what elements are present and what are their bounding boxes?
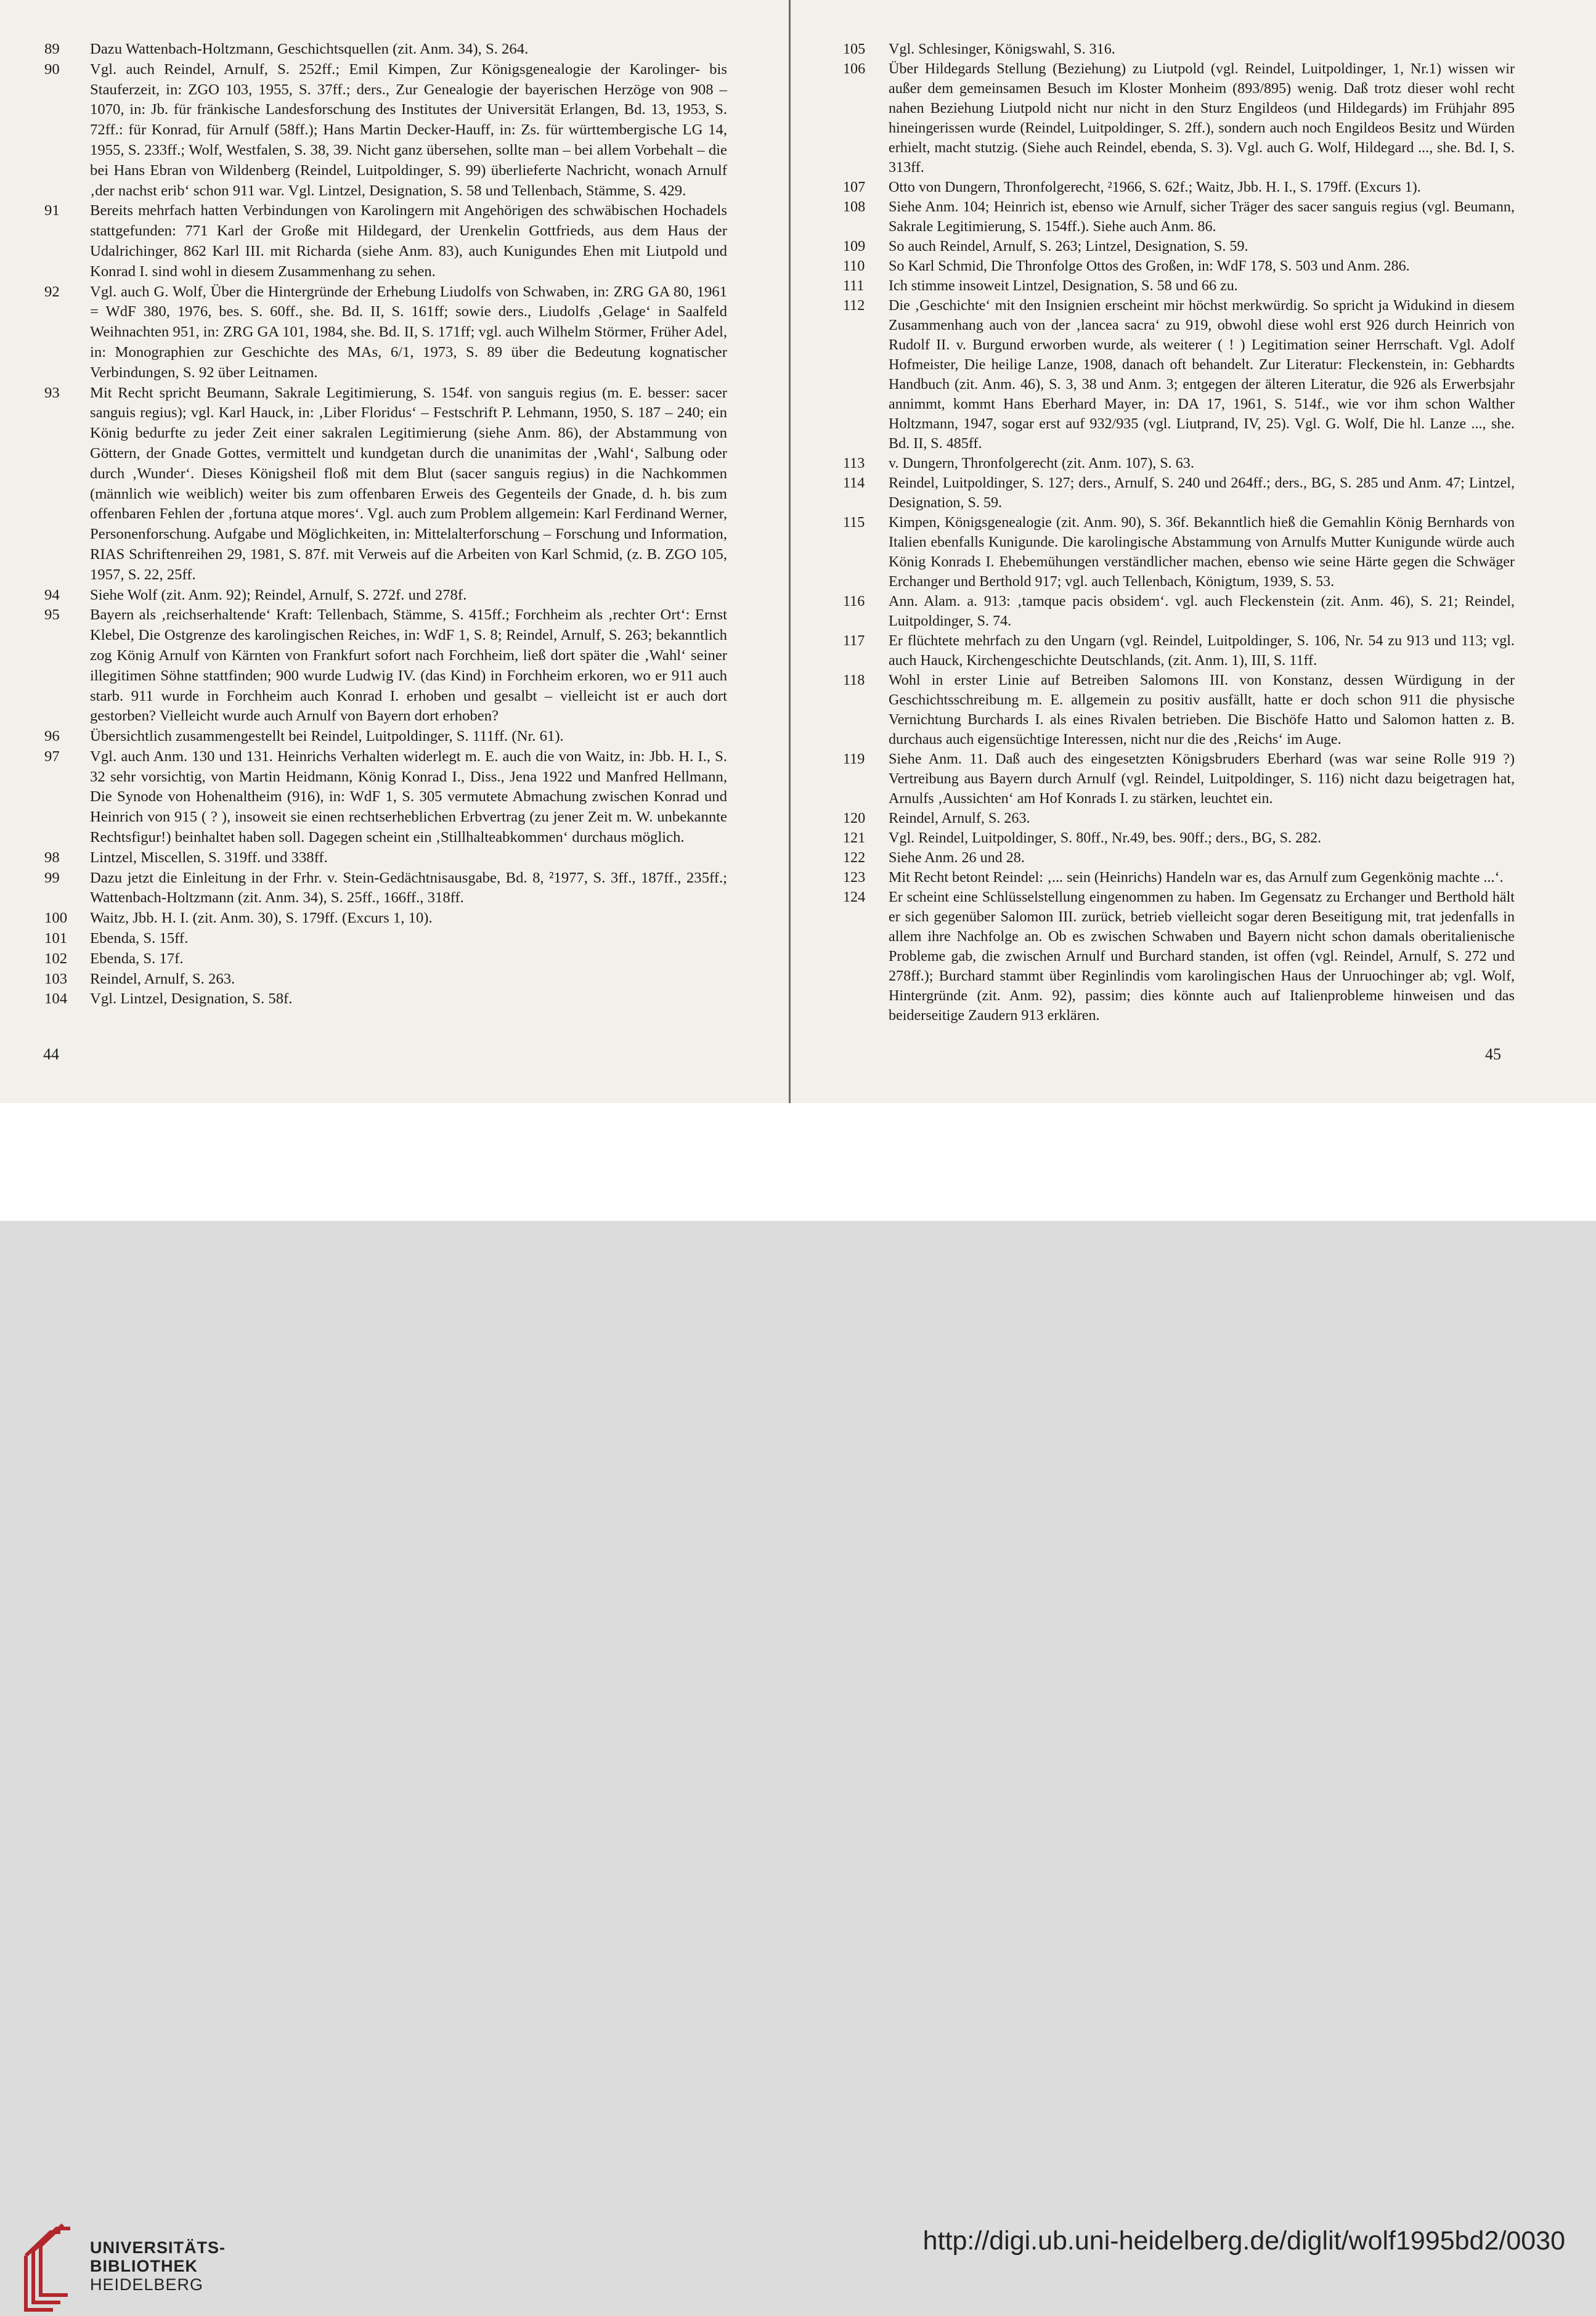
right-page: [837, 39, 1515, 1025]
footnote-list-left: [38, 39, 727, 1009]
footnote-101: [38, 929, 727, 949]
footnote-number: 115: [843, 515, 865, 531]
footnote-number: 93: [44, 384, 60, 401]
footnote-number: 121: [843, 830, 866, 846]
footnote-120: [837, 809, 1515, 828]
footnote-number: 124: [843, 889, 866, 905]
footnote-number: 107: [843, 179, 866, 195]
footnote-115: [837, 513, 1515, 592]
footnote-92: [38, 282, 727, 383]
footnote-number: 111: [843, 278, 865, 294]
footnote-text: Reindel, Arnulf, S. 263.: [889, 810, 1030, 826]
footnote-122: [837, 848, 1515, 868]
footnote-text: Reindel, Luitpoldinger, S. 127; ders., Arnulf, S. 240 und 264ff.; ders., BG, S. 285 und Anm. 47; Lintzel, Designation, S. 59.: [889, 475, 1515, 511]
library-name-line2: BIBLIOTHEK: [90, 2257, 198, 2275]
library-logo-text[interactable]: [90, 2238, 226, 2294]
footnote-number: 103: [44, 970, 68, 987]
footnote-text: Die ‚Geschichte‘ mit den Insignien erscheint mir höchst merkwürdig. So spricht ja Widukind in diesem Zusammenhang auch von der ‚lancea sacra‘ zu 919, obwohl diese wohl erst 926 durch Heinrich von Rudolf II. v. Burgund erworben wurde, als weiterer ( ! ) Legitimation seiner Herrschaft. Vgl. Adolf Hofmeister, Die heilige Lanze, 1908, danach oft behandelt. Zur Literatur: Fleckenstein, in: Gebhardts Handbuch (zit. Anm. 46), S. 3, 38 und Anm. 3; entgegen der älteren Literatur, die 926 als Erwerbsjahr annimmt, kommt Hans Eberhard Mayer, in: DA 17, 1961, S. 514f., wie vor ihm schon Walther Holtzmann, 1947, sogar erst auf 932/935 (vgl. Liutprand, IV, 25). Vgl. G. Wolf, Die hl. Lanze ..., she. Bd. II, S. 485ff.: [889, 298, 1515, 452]
footnote-text: Ebenda, S. 17f.: [90, 950, 184, 967]
footnote-123: [837, 868, 1515, 887]
footnote-text: Dazu jetzt die Einleitung in der Frhr. v. Stein-Gedächtnisausgabe, Bd. 8, ²1977, S. 3ff., 187ff., 235ff.; Wattenbach-Holtzmann (zit. Anm. 34), S. 25ff., 166ff., 318ff.: [90, 869, 727, 907]
footnote-text: Vgl. auch G. Wolf, Über die Hintergründe der Erhebung Liudolfs von Schwaben, in: ZRG GA 80, 1961 = WdF 380, 1976, bes. S. 60ff., she. Bd. II, S. 161ff; sowie ders., Liudolfs ‚Gelage‘ in Saalfeld Weihnachten 951, in: ZRG GA 101, 1984, she. Bd. II, S. 171ff; vgl. auch Wilhelm Störmer, Früher Adel, in: Monographien zur Geschichte des MAs, 6/1, 1973, S. 89 über die Bedeutung kognatischer Verbindungen, S. 92 über Leitnamen.: [90, 283, 727, 381]
footnote-number: 92: [44, 283, 60, 300]
footnote-98: [38, 848, 727, 868]
footnote-94: [38, 585, 727, 606]
book-stack-logo-icon[interactable]: [21, 2224, 83, 2316]
footnote-103: [38, 969, 727, 990]
footnote-number: 102: [44, 950, 68, 967]
footnote-text: Bereits mehrfach hatten Verbindungen von Karolingern mit Angehörigen des schwäbischen Hochadels stattgefunden: 771 Karl der Große mit Hildegard, der Urenkelin Gottfrieds, aus dem Haus der Udalrichinger, 862 Karl III. mit Richarda (siehe Anm. 83), auch Kunigundes Ehen mit Liutpold und Konrad I. sind wohl in diesem Zusammenhang zu sehen.: [90, 202, 727, 280]
footnote-number: 97: [44, 748, 60, 765]
footnote-text: Ebenda, S. 15ff.: [90, 930, 189, 947]
footnote-text: Ich stimme insoweit Lintzel, Designation, S. 58 und 66 zu.: [889, 278, 1238, 294]
footnote-text: Vgl. Schlesinger, Königswahl, S. 316.: [889, 41, 1115, 57]
footnote-number: 106: [843, 61, 866, 77]
footnote-number: 108: [843, 199, 866, 215]
footnote-text: Er scheint eine Schlüsselstellung eingenommen zu haben. Im Gegensatz zu Erchanger und Berthold hält er sich gegenüber Salomon III. zurück, betrieb vielleicht sogar deren Beseitigung mit, trat jedenfalls in allem ihre Nachfolge an. Ob es zwischen Schwaben und Bayern nicht schon damals oberitalienische Probleme gab, die zwischen Arnulf und Burchard standen, ist offen (vgl. Reindel, Arnulf, S. 272 und 278ff.); Burchard stammt über Reginlindis vom karolingischen Haus der Unruochinger ab; vgl. Wolf, Hintergründe (zit. Anm. 92), passim; dies könnte auch auf Italienprobleme hinweisen und das beiderseitige Zaudern 913 erklären.: [889, 889, 1515, 1024]
footnote-106: [837, 59, 1515, 177]
footnote-118: [837, 671, 1515, 749]
footnote-number: 116: [843, 593, 865, 610]
footnote-number: 94: [44, 586, 60, 603]
footnote-number: 96: [44, 728, 60, 745]
footnote-89: [38, 39, 727, 60]
footnote-text: Mit Recht spricht Beumann, Sakrale Legitimierung, S. 154f. von sanguis regius (m. E. besser: sacer sanguis regius); vgl. Karl Hauck, in: ‚Liber Floridus‘ – Festschrift P. Lehmann, 1950, S. 187 – 240; ein König bedurfte zu jeder Zeit einer sakralen Legitimierung (siehe Anm. 86), der Abstammung von Göttern, der Gnade Gottes, vermittelt und kundgetan durch die unanimitas der ‚Wahl‘, Salbung oder durch ‚Wunder‘. Dieses Königsheil floß mit dem Blut (sacer sanguis regius) in die Nachkommen (männlich wie weiblich) weiter bis zum offenbaren Erweis des Gegenteils der Gnade, d. h. bis zum offenbaren Fehlen der ‚fortuna atque mores‘. Vgl. auch zum Problem allgemein: Karl Ferdinand Werner, Personenforschung. Aufgabe und Möglichkeiten, in: Mittelalterforschung – Forschung und Information, RIAS Schriftenreihen 29, 1981, S. 87f. mit Verweis auf die Arbeiten von Karl Schmid, (z. B. ZGO 105, 1957, S. 22, 25ff.: [90, 384, 727, 583]
footnote-111: [837, 276, 1515, 296]
footnote-97: [38, 747, 727, 848]
footnote-text: Mit Recht betont Reindel: ‚... sein (Heinrichs) Handeln war es, das Arnulf zum Gegenkönig machte ...‘.: [889, 870, 1504, 886]
footnote-number: 120: [843, 810, 866, 826]
footnote-91: [38, 201, 727, 282]
footnote-number: 110: [843, 258, 865, 274]
footnote-text: Ann. Alam. a. 913: ‚tamque pacis obsidem‘. vgl. auch Fleckenstein (zit. Anm. 46), S. 21; Reindel, Luitpoldinger, S. 74.: [889, 593, 1515, 629]
footnote-108: [837, 197, 1515, 237]
footnote-number: 98: [44, 849, 60, 866]
footnote-105: [837, 39, 1515, 59]
footnote-text: Vgl. Lintzel, Designation, S. 58f.: [90, 990, 293, 1008]
footnote-110: [837, 256, 1515, 276]
footnote-90: [38, 60, 727, 202]
footnote-number: 119: [843, 751, 865, 767]
library-name-line1: UNIVERSITÄTS-: [90, 2238, 226, 2257]
footnote-text: Vgl. auch Anm. 130 und 131. Heinrichs Verhalten widerlegt m. E. auch die von Waitz, in: Jbb. H. I., S. 32 sehr vorsichtig, von Martin Heidmann, König Konrad I., Diss., Jena 1922 und Manfred Hellmann, Die Synode von Hohenaltheim (916), in: WdF 1, S. 305 vermutete Abmachung zwischen Konrad und Heinrich von 915 ( ? ), insoweit sie einen rechtserheblichen Erbvertrag (zu jener Zeit m. W. unbekannte Rechtsfigur!) beinhaltet haben soll. Dagegen scheint ein ‚Stillhalteabkommen‘ durchaus möglich.: [90, 748, 727, 846]
footnote-number: 101: [44, 930, 68, 947]
footnote-text: v. Dungern, Thronfolgerecht (zit. Anm. 107), S. 63.: [889, 455, 1194, 471]
footnote-text: Lintzel, Miscellen, S. 319ff. und 338ff.: [90, 849, 328, 866]
footnote-number: 99: [44, 869, 60, 886]
book-scan: [0, 0, 1596, 1103]
footnote-number: 112: [843, 298, 865, 314]
footnote-121: [837, 828, 1515, 848]
footnote-text: Übersichtlich zusammengestellt bei Reindel, Luitpoldinger, S. 111ff. (Nr. 61).: [90, 728, 564, 745]
footnote-text: Vgl. Reindel, Luitpoldinger, S. 80ff., Nr.49, bes. 90ff.; ders., BG, S. 282.: [889, 830, 1322, 846]
footnote-number: 113: [843, 455, 865, 471]
left-page: [38, 39, 727, 1009]
footnote-number: 109: [843, 239, 866, 255]
footnote-number: 95: [44, 606, 60, 624]
page-number-left: 44: [43, 1045, 59, 1063]
footnote-93: [38, 383, 727, 585]
footnote-number: 122: [843, 850, 866, 866]
footnote-list-right: [837, 39, 1515, 1025]
page-gutter: [789, 0, 791, 1103]
footnote-119: [837, 749, 1515, 809]
footnote-text: Über Hildegards Stellung (Beziehung) zu Liutpold (vgl. Reindel, Luitpoldinger, 1, Nr.1) wissen wir außer dem gemeinsamen Besuch im Kloster Monheim (893/895) wenig. Daß trotz dieser wohl recht nahen Beziehung Liutpold nicht nur nicht in den Sturz Engildeos (und Hildegards) im Frühjahr 895 hineingerissen wurde (Reindel, Luitpoldinger, S. 2ff.), sondern auch noch Engildeos Besitz und Würden erhielt, macht stutzig. (Siehe auch Reindel, ebenda, S. 3). Vgl. auch G. Wolf, Hildegard ..., she. Bd. I, S. 313ff.: [889, 61, 1515, 176]
footnote-text: Er flüchtete mehrfach zu den Ungarn (vgl. Reindel, Luitpoldinger, S. 106, Nr. 54 zu 913 und 113; vgl. auch Hauck, Kirchengeschichte Deutschlands, (zit. Anm. 1), III, S. 11ff.: [889, 633, 1515, 669]
permalink-url[interactable]: http://digi.ub.uni-heidelberg.de/diglit/wolf1995bd2/0030: [922, 2226, 1565, 2256]
footnote-number: 89: [44, 41, 60, 57]
footnote-text: Bayern als ‚reichserhaltende‘ Kraft: Tellenbach, Stämme, S. 415ff.; Forchheim als ‚rechter Ort‘: Ernst Klebel, Die Ostgrenze des karolingischen Reiches, in: WdF 1, S. 8; Reindel, Arnulf, S. 263; bekanntlich zog König Arnulf von Kärnten von Frankfurt sofort nach Forchheim, ließ dort später die ‚Wahl‘ seiner illegitimen Söhne stattfinden; 900 wurde Ludwig IV. (das Kind) in Forchheim erkoren, wo er 911 auch starb. 911 wurde in Forchheim auch Konrad I. erhoben und gesalbt – vielleicht ist er auch dort gestorben? Vielleicht wurde auch Arnulf von Bayern dort erhoben?: [90, 606, 727, 725]
footnote-96: [38, 727, 727, 747]
footnote-number: 100: [44, 910, 68, 927]
footnote-text: Vgl. auch Reindel, Arnulf, S. 252ff.; Emil Kimpen, Zur Königsgenealogie der Karolinger- bis Stauferzeit, in: ZGO 103, 1955, S. 37ff.; ders., Zur Genealogie der bayerischen Herzöge von 908 – 1070, in: Jb. für fränkische Landesforschung des Institutes der Universität Erlangen, Bd. 13, 1953, S. 72ff.: für Konrad, für Arnulf (58ff.); Hans Martin Decker-Hauff, in: Zs. für württembergische LG 14, 1955, S. 233ff.; Wolf, Westfalen, S. 38, 39. Nicht ganz übersehen, sollte man – bei allem Vorbehalt – die bei Hans Ebran von Wildenberg (Reindel, Luitpoldinger, S. 99) überlieferte Nachricht, wonach Arnulf ‚der nachst erib‘ schon 911 war. Vgl. Lintzel, Designation, S. 58 und Tellenbach, Stämme, S. 429.: [90, 60, 727, 199]
footnote-text: Otto von Dungern, Thronfolgerecht, ²1966, S. 62f.; Waitz, Jbb. H. I., S. 179ff. (Excurs 1).: [889, 179, 1421, 195]
footnote-number: 104: [44, 990, 68, 1008]
viewer-footer: [0, 1103, 1596, 2294]
footnote-number: 123: [843, 870, 866, 886]
footnote-number: 91: [44, 202, 60, 219]
footnote-113: [837, 454, 1515, 473]
footnote-109: [837, 237, 1515, 256]
footnote-99: [38, 868, 727, 909]
footnote-text: Siehe Anm. 26 und 28.: [889, 850, 1025, 866]
footnote-number: 117: [843, 633, 865, 649]
footnote-text: Waitz, Jbb. H. I. (zit. Anm. 30), S. 179ff. (Excurs 1, 10).: [90, 910, 433, 927]
footnote-116: [837, 592, 1515, 631]
footnote-100: [38, 908, 727, 929]
library-name-line3: HEIDELBERG: [90, 2275, 204, 2294]
footnote-text: So Karl Schmid, Die Thronfolge Ottos des Großen, in: WdF 178, S. 503 und Anm. 286.: [889, 258, 1410, 274]
footnote-text: Wohl in erster Linie auf Betreiben Salomons III. von Konstanz, dessen Würdigung in der Geschichtsschreibung m. E. allgemein zu positiv ausfällt, hatte er doch schon 911 die physische Vernichtung Burchards I. als eines Rivalen betrieben. Die Bischöfe Hatto und Salomon hatten z. B. durchaus auch eigensüchtige Interessen, nicht nur die des ‚Reichs‘ im Auge.: [889, 672, 1515, 748]
footnote-124: [837, 887, 1515, 1025]
footnote-114: [837, 473, 1515, 513]
footnote-text: Reindel, Arnulf, S. 263.: [90, 970, 235, 987]
footnote-number: 118: [843, 672, 865, 688]
footnote-text: Dazu Wattenbach-Holtzmann, Geschichtsquellen (zit. Anm. 34), S. 264.: [90, 41, 529, 57]
footnote-text: Siehe Wolf (zit. Anm. 92); Reindel, Arnulf, S. 272f. und 278f.: [90, 586, 467, 603]
footnote-text: Siehe Anm. 11. Daß auch des eingesetzten Königsbruders Eberhard (was war seine Rolle 919 ?) Vertreibung aus Bayern durch Arnulf (vgl. Reindel, Luitpoldinger, S. 116) nicht dazu beigetragen hat, Arnulfs ‚Aussichten‘ am Hof Konrads I. zu stärken, leuchtet ein.: [889, 751, 1515, 807]
footnote-95: [38, 605, 727, 727]
footnote-117: [837, 631, 1515, 671]
footnote-text: So auch Reindel, Arnulf, S. 263; Lintzel, Designation, S. 59.: [889, 239, 1248, 255]
footnote-107: [837, 177, 1515, 197]
footnote-number: 90: [44, 60, 60, 78]
page-number-right: 45: [1485, 1045, 1501, 1063]
footnote-text: Kimpen, Königsgenealogie (zit. Anm. 90), S. 36f. Bekanntlich hieß die Gemahlin König Bernhards von Italien ebenfalls Kunigunde. Die karolingische Abstammung von Arnulfs Mutter Kunigunde würde auch König Konrads I. Ehebemühungen verständlicher machen, ebenso wie seine Härte gegen die Schwäger Erchanger und Berthold 917; vgl. auch Tellenbach, Königtum, 1939, S. 53.: [889, 515, 1515, 590]
footnote-104: [38, 989, 727, 1009]
footnote-102: [38, 949, 727, 969]
footnote-number: 105: [843, 41, 866, 57]
footnote-text: Siehe Anm. 104; Heinrich ist, ebenso wie Arnulf, sicher Träger des sacer sanguis regius (vgl. Beumann, Sakrale Legitimierung, S. 154ff.). Siehe auch Anm. 86.: [889, 199, 1515, 235]
footnote-number: 114: [843, 475, 865, 491]
footnote-112: [837, 296, 1515, 454]
